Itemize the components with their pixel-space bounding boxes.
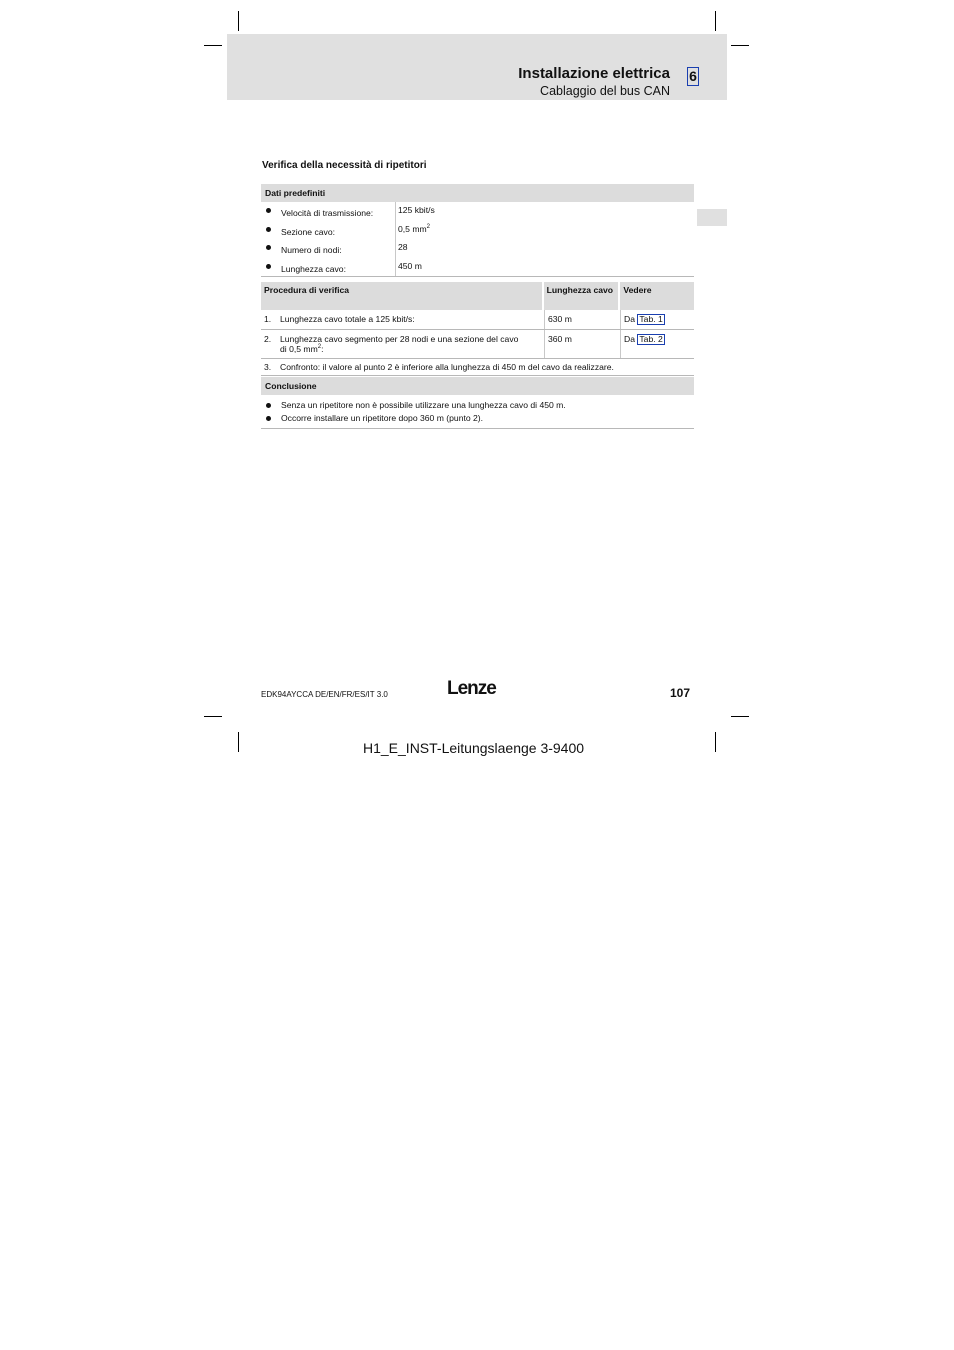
crop-mark (238, 11, 239, 31)
tab-1-link[interactable]: Tab. 1 (639, 314, 663, 324)
list-item (261, 399, 694, 412)
data-row (261, 239, 694, 258)
page-number: 107 (670, 686, 691, 700)
conclusion-text: Senza un ripetitore non è possibile utilizzare una lunghezza cavo di 450 m. (281, 400, 566, 410)
step-number: 1. (264, 314, 272, 324)
bullet-icon (266, 403, 271, 408)
procedura-header-row (261, 282, 694, 310)
step-length: 630 m (544, 310, 619, 329)
see-prefix: Da (624, 334, 635, 344)
side-tab-marker (697, 209, 727, 226)
step-number: 3. (264, 362, 272, 372)
chapter-number-link[interactable]: 6 (687, 67, 699, 86)
data-row (261, 258, 694, 277)
header-lunghezza: Lunghezza cavo (544, 282, 619, 310)
bullet-icon (266, 227, 271, 232)
step-text-cont: di 0,5 $mm^2$: (280, 344, 324, 354)
crop-mark (715, 732, 716, 752)
conclusion-text: Occorre installare un ripetitore dopo 360 m (punto 2). (281, 413, 484, 423)
data-value: 125 kbit/s (398, 205, 435, 215)
table-rule (261, 428, 694, 429)
crop-mark (238, 732, 239, 752)
table-row (261, 359, 694, 375)
tab-2-link[interactable]: Tab. 2 (639, 334, 663, 344)
crop-mark (204, 716, 222, 717)
crop-mark (731, 45, 749, 46)
table-row (261, 330, 694, 358)
table-rule (261, 276, 694, 277)
dati-predefiniti-header: Dati predefiniti (261, 184, 694, 202)
crop-mark (731, 716, 749, 717)
table-rule (261, 375, 694, 376)
chapter-subtitle: Cablaggio del bus CAN (540, 84, 670, 98)
crop-mark (204, 45, 222, 46)
data-value: 0,5 $mm^2$ (398, 223, 430, 234)
data-label: Numero di nodi: (281, 245, 342, 255)
table-row (261, 310, 694, 329)
step-text: Lunghezza cavo segmento per 28 nodi e una sezione del cavo (280, 334, 519, 344)
column-divider (395, 202, 396, 276)
data-label: Sezione cavo: (281, 226, 335, 237)
bullet-icon (266, 264, 271, 269)
dati-predefiniti-table (261, 184, 694, 277)
header-vedere: Vedere (620, 282, 694, 310)
step-number: 2. (264, 334, 272, 344)
data-value: 450 m (398, 260, 422, 271)
list-item (261, 412, 694, 425)
step-text: Confronto: il valore al punto 2 è inferiore alla lunghezza di 450 m del cavo da realizzare. (280, 362, 614, 372)
step-length: 360 m (544, 330, 619, 358)
procedura-table (261, 282, 694, 376)
data-row (261, 221, 694, 240)
header-procedura: Procedura di verifica (261, 282, 542, 310)
bullet-icon (266, 208, 271, 213)
data-value: 28 (398, 242, 408, 252)
job-name: H1_E_INST-Leitungslaenge 3-9400 (363, 740, 585, 756)
chapter-title: Installazione elettrica (518, 65, 670, 82)
bullet-icon (266, 416, 271, 421)
data-label: Lunghezza cavo: (281, 263, 346, 274)
conclusione-header: Conclusione (261, 377, 694, 395)
data-label: Velocità di trasmissione: (281, 208, 374, 218)
section-heading: Verifica della necessità di ripetitori (262, 160, 427, 171)
step-text: Lunghezza cavo totale a 125 kbit/s: (280, 314, 415, 324)
see-prefix: Da (624, 314, 635, 324)
footer-doc-id: EDK94AYCCA DE/EN/FR/ES/IT 3.0 (261, 690, 388, 699)
data-row (261, 202, 694, 221)
conclusione-table (261, 377, 694, 429)
lenze-logo: Lenze (447, 678, 496, 699)
bullet-icon (266, 245, 271, 250)
crop-mark (715, 11, 716, 31)
